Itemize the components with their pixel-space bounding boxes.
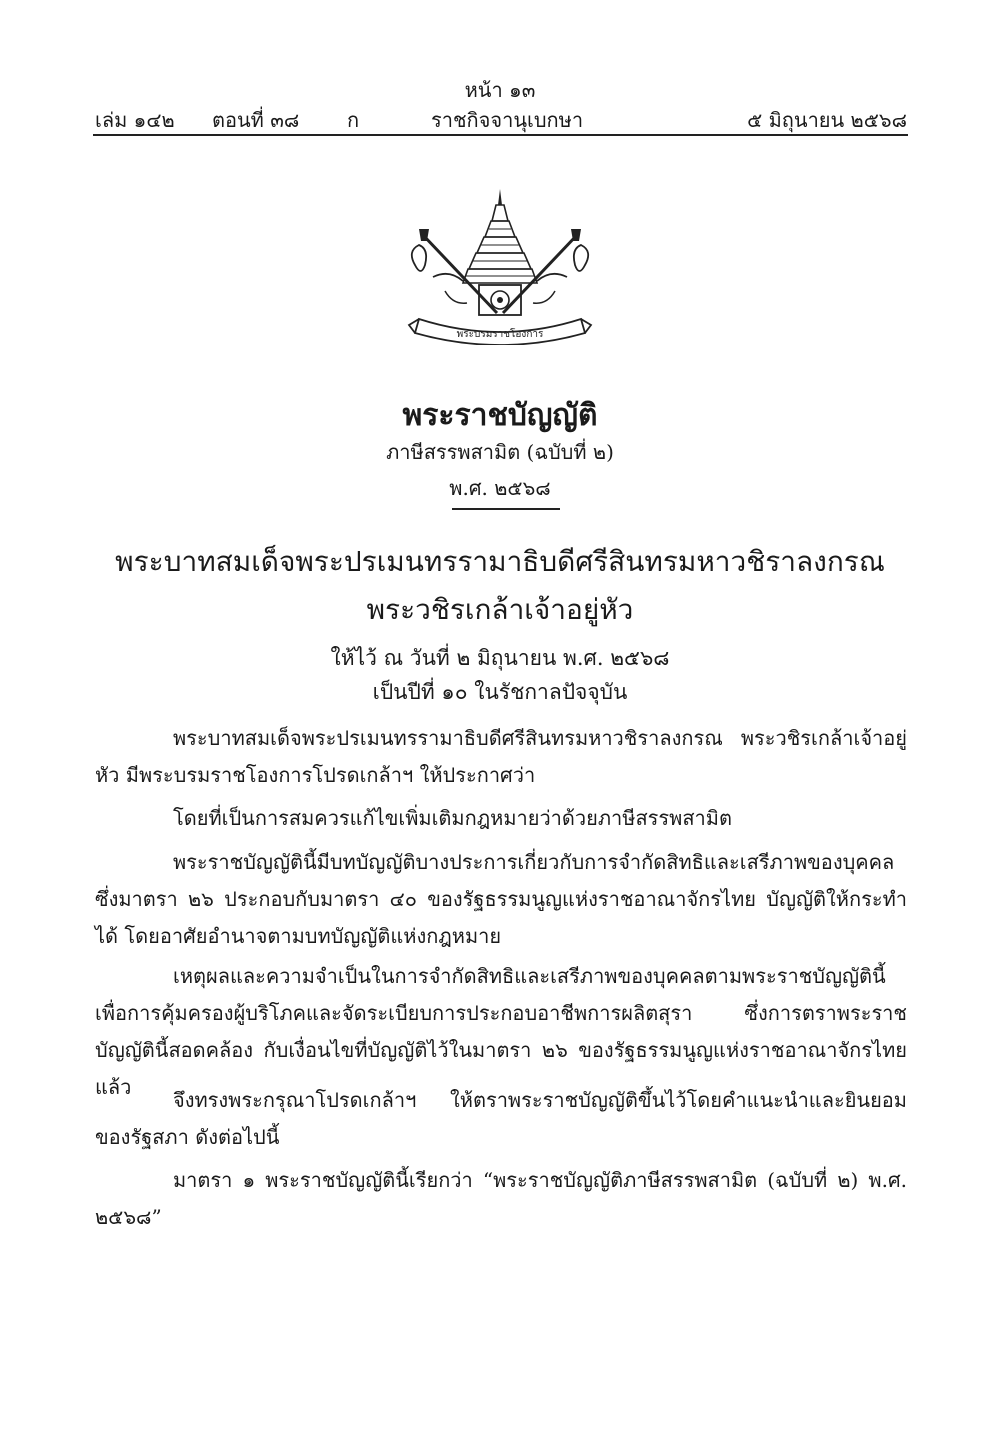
paragraph-continuation: พ.ศ. ๒๕๖๘” bbox=[95, 1168, 907, 1229]
issue-number: ตอนที่ ๓๘ bbox=[212, 108, 300, 132]
given-on-date: ให้ไว้ ณ วันที่ ๒ มิถุนายน พ.ศ. ๒๕๖๘ bbox=[330, 646, 670, 670]
paragraph-first-line: มาตรา ๑ พระราชบัญญัตินี้เรียกว่า “พระราชบัญญัติภาษีสรรพสามิต (ฉบับที่ ๒) bbox=[173, 1168, 859, 1192]
preamble-paragraph bbox=[95, 720, 907, 794]
gazette-name: ราชกิจจานุเบกษา bbox=[431, 108, 584, 132]
reign-year: เป็นปีที่ ๑๐ ในรัชกาลปัจจุบัน bbox=[372, 680, 628, 704]
paragraph-first-line: เหตุผลและความจำเป็นในการจำกัดสิทธิและเสรีภาพของบุคคลตามพระราชบัญญัตินี้ bbox=[173, 964, 886, 988]
rights-limitation-paragraph bbox=[95, 844, 907, 955]
paragraph-continuation: ของรัฐสภา ดังต่อไปนี้ bbox=[95, 1125, 280, 1149]
page-number: หน้า ๑๓ bbox=[464, 78, 536, 102]
section-1-paragraph bbox=[95, 1162, 907, 1236]
enactment-paragraph bbox=[95, 1082, 907, 1156]
paragraph-continuation: เพื่อการคุ้มครองผู้บริโภคและจัดระเบียบการประกอบอาชีพการผลิตสุรา ซึ่งการตราพระราชบัญญัตินี้สอดคล้อง กับเงื่อนไขที่บัญญัติไว้ในมาตรา ๒๖ ของรัฐธรรมนูญแห่งราชอาณาจักรไทยแล้ว bbox=[95, 1001, 907, 1099]
paragraph-continuation: ซึ่งมาตรา ๒๖ ประกอบกับมาตรา ๔๐ ของรัฐธรรมนูญแห่งราชอาณาจักรไทย บัญญัติให้กระทำได้ โดยอาศัยอำนาจตามบทบัญญัติแห่งกฎหมาย bbox=[95, 887, 907, 948]
paragraph-first-line: พระบาทสมเด็จพระปรเมนทรรามาธิบดีศรีสินทรมหาวชิราลงกรณ พระวชิรเกล้าเจ้าอยู่หัว bbox=[95, 726, 907, 787]
act-title: พระราชบัญญัติ bbox=[402, 398, 598, 433]
header-divider bbox=[93, 134, 908, 136]
king-name-line-2: พระวชิรเกล้าเจ้าอยู่หัว bbox=[366, 593, 634, 626]
act-subtitle: ภาษีสรรพสามิต (ฉบับที่ ๒) bbox=[386, 440, 614, 464]
paragraph-first-line: จึงทรงพระกรุณาโปรดเกล้าฯ ให้ตราพระราชบัญญัติขึ้นไว้โดยคำแนะนำและยินยอม bbox=[173, 1088, 907, 1112]
king-name-line-1: พระบาทสมเด็จพระปรเมนทรรามาธิบดีศรีสินทรมหาวชิราลงกรณ bbox=[115, 545, 885, 578]
title-divider bbox=[452, 508, 560, 510]
volume-number: เล่ม ๑๔๒ bbox=[95, 108, 175, 132]
paragraph-continuation: มีพระบรมราชโองการโปรดเกล้าฯ ให้ประกาศว่า bbox=[125, 763, 536, 787]
section-letter: ก bbox=[347, 108, 360, 132]
reason-paragraph bbox=[95, 800, 907, 837]
royal-crown-emblem-icon bbox=[405, 185, 595, 345]
gazette-header bbox=[95, 104, 907, 134]
emblem-ribbon-text: พระบรมราชโองการ bbox=[456, 329, 544, 340]
paragraph-first-line: พระราชบัญญัตินี้มีบทบัญญัติบางประการเกี่ยวกับการจำกัดสิทธิและเสรีภาพของบุคคล bbox=[173, 850, 895, 874]
publication-date: ๕ มิถุนายน ๒๕๖๘ bbox=[747, 108, 907, 132]
act-year: พ.ศ. ๒๕๖๘ bbox=[449, 476, 551, 500]
paragraph-first-line: โดยที่เป็นการสมควรแก้ไขเพิ่มเติมกฎหมายว่าด้วยภาษีสรรพสามิต bbox=[173, 806, 732, 830]
